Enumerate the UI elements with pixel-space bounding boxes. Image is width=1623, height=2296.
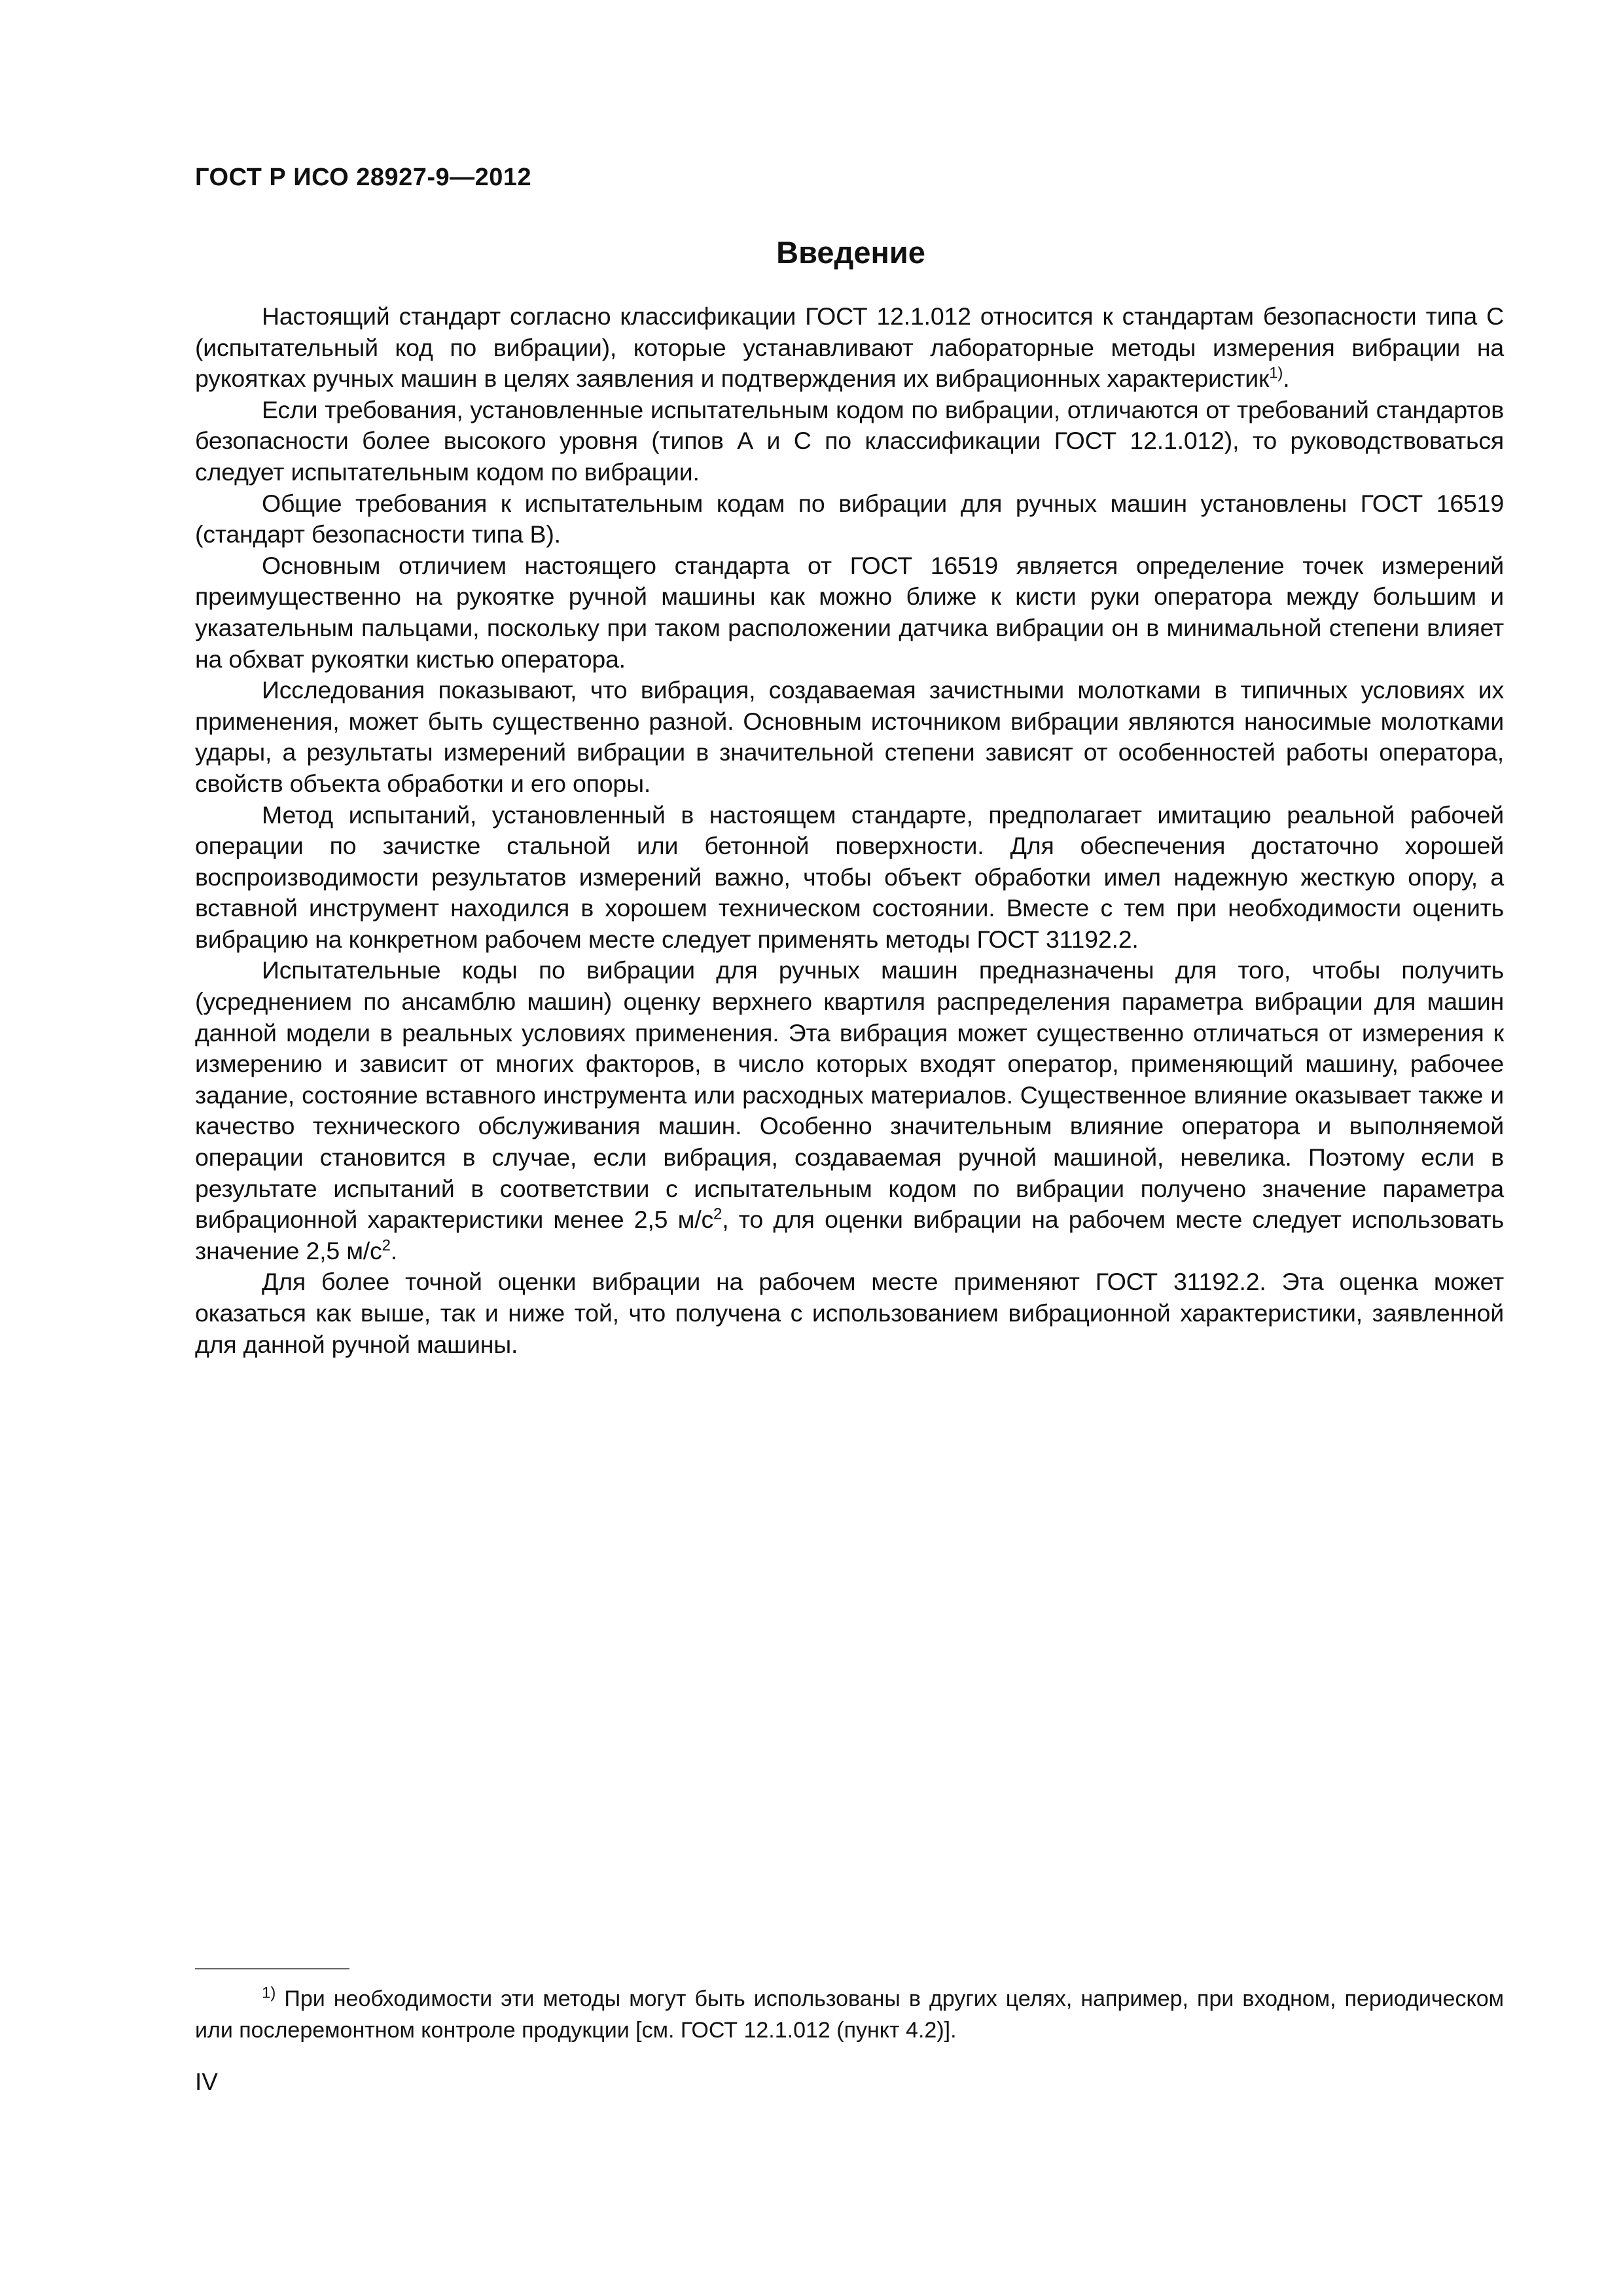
footnote-marker: 1) (262, 1984, 276, 2002)
paragraph: Настоящий стандарт согласно классификации ГОСТ 12.1.012 относится к стандартам безопасности типа С (испытательный код по вибрации), которые устанавливают лабораторные методы измерения вибрации на рукоятках ручных машин в целях заявления и подтверждения их вибрационных характеристик$^{1)}$. (195, 302, 1504, 393)
unit-exponent: 2 (382, 1236, 391, 1255)
paragraph: Основным отличием настоящего стандарта от ГОСТ 16519 является определение точек измерений преимущественно на рукоятке ручной машины как можно ближе к кисти руки оператора между большим и указательным пальцами, поскольку при таком расположении датчика вибрации он в минимальной степени влияет на обхват рукоятки кистью оператора. (195, 551, 1504, 673)
section-title: Введение (776, 235, 925, 270)
footnote (195, 1983, 1504, 2046)
paragraph: Для более точной оценки вибрации на рабочем месте применяют ГОСТ 31192.2. Эта оценка может оказаться как выше, так и ниже той, что получена с использованием вибрационной характеристики, заявленной для данной ручной машины. (195, 1268, 1504, 1358)
paragraph: Если требования, установленные испытательным кодом по вибрации, отличаются от требований стандартов безопасности более высокого уровня (типов А и С по классификации ГОСТ 12.1.012), то руководствоваться следует испытательным кодом по вибрации. (195, 395, 1504, 486)
paragraph: Метод испытаний, установленный в настоящем стандарте, предполагает имитацию реальной рабочей операции по зачистке стальной или бетонной поверхности. Для обеспечения достаточно хорошей воспроизводимости результатов измерений важно, чтобы объект обработки имел надежную жесткую опору, а вставной инструмент находился в хорошем техническом состоянии. Вместе с тем при необходимости оценить вибрацию на конкретном рабочем месте следует применять методы ГОСТ 31192.2. (195, 800, 1504, 953)
paragraph: Общие требования к испытательным кодам по вибрации для ручных машин установлены ГОСТ 16519 (стандарт безопасности типа В). (195, 489, 1504, 548)
paragraph: Исследования показывают, что вибрация, создаваемая зачистными молотками в типичных условиях их применения, может быть существенно разной. Основным источником вибрации являются наносимые молотками удары, а результаты измерений вибрации в значительной степени зависят от особенностей работы оператора, свойств объекта обработки и его опоры. (195, 676, 1504, 797)
body-text (195, 301, 1504, 1360)
footnote-separator (195, 1968, 349, 1969)
footnote-reference[interactable]: 1) (1269, 364, 1283, 382)
footnote-text: $^{1)}$ При необходимости эти методы могут быть использованы в других целях, например, при входном, периодическом или послеремонтном контроле продукции [см. ГОСТ 12.1.012 (пункт 4.2)]. (195, 1984, 1504, 2043)
page-number: IV (195, 2068, 218, 2095)
unit-exponent: 2 (713, 1205, 722, 1223)
document-header: ГОСТ Р ИСО 28927-9—2012 (195, 164, 532, 191)
paragraph: Испытательные коды по вибрации для ручных машин предназначены для того, чтобы получить (усреднением по ансамблю машин) оценку верхнего квартиля распределения параметра вибрации для машин данной модели в реальных условиях применения. Эта вибрация может существенно отличаться от измерения к измерению и зависит от многих факторов, в число которых входят оператор, применяющий машину, рабочее задание, состояние вставного инструмента или расходных материалов. Существенное влияние оказывает также и качество технического обслуживания машин. Особенно значительным влияние оператора и выполняемой операции становится в случае, если вибрация, создаваемая ручной машиной, невелика. Поэтому если в результате испытаний в соответствии с испытательным кодом по вибрации получено значение параметра вибрационной характеристики менее 2,5 $м/с^2$, то для оценки вибрации на рабочем месте следует использовать значение 2,5 $м/с^2$. (195, 956, 1504, 1265)
